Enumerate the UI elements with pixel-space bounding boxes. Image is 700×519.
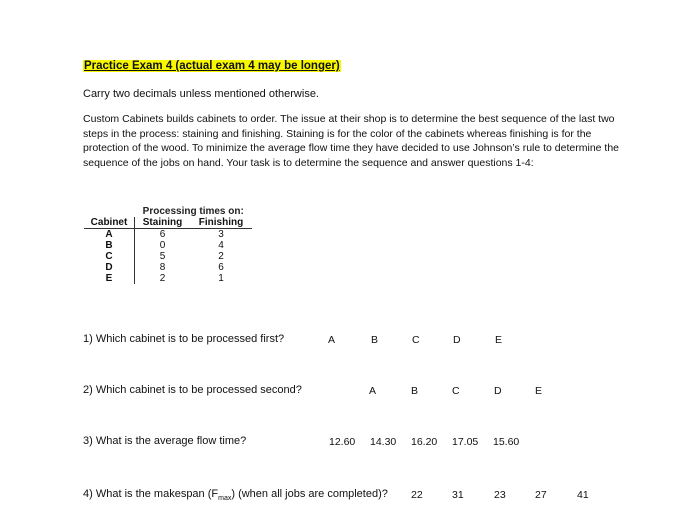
- question-4-text-start: 4) What is the makespan (F: [83, 488, 219, 500]
- finishing-cell: 4: [218, 240, 224, 251]
- question-1: 1) Which cabinet is to be processed first?: [83, 333, 285, 345]
- q4-option-d[interactable]: 27: [535, 489, 547, 501]
- staining-cell: 6: [159, 229, 166, 240]
- q4-option-b[interactable]: 31: [452, 489, 464, 501]
- q2-option-e[interactable]: E: [535, 385, 543, 397]
- table-row: [84, 251, 252, 262]
- staining-cell: 5: [159, 251, 166, 262]
- q3-option-d[interactable]: 17.05: [452, 436, 479, 448]
- question-3: 3) What is the average flow time?: [83, 435, 247, 447]
- staining-cell: 2: [159, 273, 166, 284]
- q4-option-e[interactable]: 41: [577, 489, 589, 501]
- q1-option-d[interactable]: D: [453, 334, 461, 346]
- q3-option-b[interactable]: 14.30: [370, 436, 397, 448]
- col-header-staining: Staining: [135, 217, 191, 229]
- q4-option-a[interactable]: 22: [411, 489, 423, 501]
- question-2: 2) Which cabinet is to be processed second?: [83, 384, 302, 396]
- cabinet-cell: C: [84, 251, 135, 262]
- table-row: [84, 273, 252, 284]
- cabinet-cell: E: [84, 273, 135, 284]
- cabinet-cell: B: [84, 240, 135, 251]
- q2-option-d[interactable]: D: [494, 385, 502, 397]
- intro-paragraph: Custom Cabinets builds cabinets to order. The issue at their shop is to determine the best sequence of the last two steps in the process: staining and finishing. Staining is for the color of the cabinets whereas finishing is for the protection of the wood. To minimize the average flow time they have decided to use Johnson’s rule to determine the sequence of the jobs on hand. Your task is to determine the sequence and answer questions 1-4:: [83, 113, 620, 170]
- carry-instruction: Carry two decimals unless mentioned otherwise.: [83, 88, 319, 100]
- cabinet-cell: D: [84, 262, 135, 273]
- question-4-subscript: max: [218, 495, 232, 503]
- q3-option-a[interactable]: 12.60: [329, 436, 356, 448]
- question-4-text-end: ) (when all jobs are completed)?: [231, 488, 388, 500]
- finishing-cell: 3: [218, 229, 224, 240]
- q3-option-c[interactable]: 16.20: [411, 436, 438, 448]
- q2-option-b[interactable]: B: [411, 385, 419, 397]
- q1-option-e[interactable]: E: [495, 334, 503, 346]
- q1-option-a[interactable]: A: [328, 334, 336, 346]
- finishing-cell: 6: [218, 262, 224, 273]
- staining-cell: 0: [159, 240, 166, 251]
- table-row: [84, 229, 252, 241]
- q4-option-c[interactable]: 23: [494, 489, 506, 501]
- page-title: Practice Exam 4 (actual exam 4 may be longer): [84, 60, 340, 72]
- cabinet-cell: A: [84, 229, 135, 241]
- table-row: [84, 262, 252, 273]
- finishing-cell: 1: [218, 273, 224, 284]
- col-header-cabinet: Cabinet: [84, 217, 135, 229]
- q2-option-c[interactable]: C: [452, 385, 460, 397]
- q2-option-a[interactable]: A: [369, 385, 377, 397]
- processing-times-table: [84, 206, 252, 284]
- staining-cell: 8: [159, 262, 166, 273]
- question-4: [83, 488, 388, 502]
- col-header-finishing: Finishing: [190, 217, 252, 229]
- q1-option-b[interactable]: B: [371, 334, 379, 346]
- group-header: Processing times on:: [142, 206, 244, 217]
- q1-option-c[interactable]: C: [412, 334, 420, 346]
- q3-option-e[interactable]: 15.60: [493, 436, 520, 448]
- finishing-cell: 2: [218, 251, 224, 262]
- table-row: [84, 240, 252, 251]
